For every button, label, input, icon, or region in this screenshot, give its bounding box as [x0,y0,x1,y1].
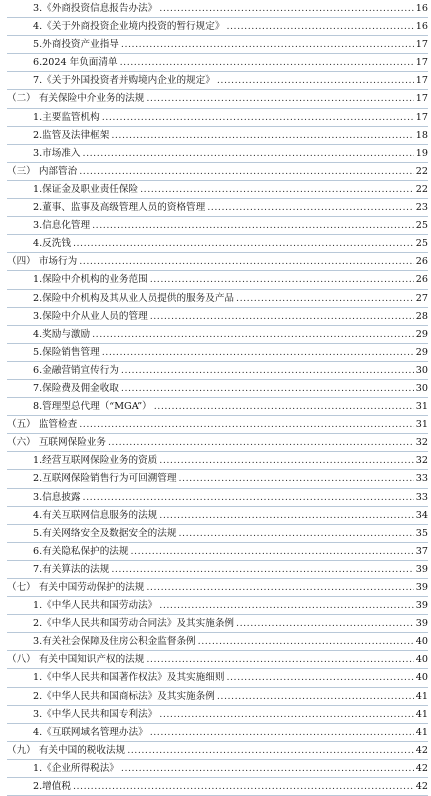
toc-entry-page-number: 41 [415,690,428,702]
toc-entry-title: 2.增值税 [33,781,71,793]
toc-subsection-entry[interactable] [7,362,428,380]
toc-entry-title: 4.《互联网域名管理办法》 [33,726,148,738]
toc-subsection-entry[interactable] [7,724,428,742]
toc-dot-leader [236,290,414,308]
toc-dot-leader [131,543,414,561]
toc-list [7,0,428,796]
toc-entry-page-number: 32 [415,437,428,449]
toc-dot-leader [236,615,414,633]
toc-entry-page-number: 37 [415,545,428,557]
toc-subsection-entry[interactable] [7,290,428,308]
toc-entry-title: 7.《关于外国投资者并购境内企业的规定》 [33,75,215,87]
toc-subsection-entry[interactable] [7,18,428,36]
toc-subsection-entry[interactable] [7,669,428,687]
toc-entry-page-number: 40 [415,672,428,684]
toc-dot-leader [226,18,413,36]
toc-entry-page-number: 32 [415,455,428,467]
toc-subsection-entry[interactable] [7,0,428,18]
toc-entry-title: 6.有关隐私保护的法规 [33,545,129,557]
toc-dot-leader [178,525,413,543]
toc-dot-leader [146,651,413,669]
toc-entry-title: 3.信息披露 [33,491,81,503]
toc-entry-page-number: 31 [415,419,428,431]
toc-subsection-entry[interactable] [7,778,428,796]
toc-subsection-entry[interactable] [7,706,428,724]
toc-entry-title: 1.《中华人民共和国劳动法》 [33,600,158,612]
toc-entry-title: 7.保险费及佣金收取 [33,382,119,394]
toc-dot-leader [127,742,414,760]
toc-dot-leader [150,724,414,742]
toc-entry-title: （四） 市场行为 [7,256,78,268]
toc-entry-page-number: 39 [415,618,428,630]
toc-entry-title: （九） 有关中国的税收法规 [7,744,126,756]
toc-dot-leader [83,489,414,507]
toc-subsection-entry[interactable] [7,145,428,163]
toc-entry-title: 3.市场准入 [33,147,81,159]
toc-subsection-entry[interactable] [7,688,428,706]
toc-entry-page-number: 39 [415,582,428,593]
toc-entry-title: 2.董事、监事及高级管理人员的资格管理 [33,202,206,214]
toc-entry-title: 1.保险中介机构的业务范围 [33,274,148,286]
toc-dot-leader [83,145,414,163]
toc-entry-page-number: 17 [415,93,428,105]
toc-entry-page-number: 30 [415,382,428,394]
toc-entry-title: 5.外商投资产业指导 [33,39,119,51]
toc-subsection-entry[interactable] [7,452,428,470]
toc-entry-page-number: 28 [415,310,428,322]
toc-subsection-entry[interactable] [7,54,428,72]
toc-entry-page-number: 29 [415,346,428,358]
toc-entry-page-number: 19 [415,147,428,159]
toc-subsection-entry[interactable] [7,615,428,633]
toc-subsection-entry[interactable] [7,308,428,326]
toc-dot-leader [73,235,414,253]
toc-entry-page-number: 41 [415,708,428,720]
toc-section-entry[interactable] [7,434,428,452]
toc-entry-title: （二） 有关保险中介业务的法规 [7,93,145,105]
toc-entry-page-number: 40 [415,636,428,648]
toc-section-entry[interactable] [7,579,428,597]
toc-entry-page-number: 34 [415,509,428,521]
toc-subsection-entry[interactable] [7,489,428,507]
toc-subsection-entry[interactable] [7,72,428,90]
toc-entry-page-number: 42 [415,762,428,774]
toc-entry-title: 3.有关社会保障及住房公积金监督条例 [33,636,196,648]
toc-entry-page-number: 42 [415,781,428,793]
toc-section-entry[interactable] [7,651,428,669]
toc-subsection-entry[interactable] [7,36,428,54]
toc-subsection-entry[interactable] [7,271,428,289]
toc-subsection-entry[interactable] [7,760,428,778]
toc-entry-page-number: 16 [415,21,428,33]
toc-entry-title: 4.《关于外商投资企业境内投资的暂行规定》 [33,21,225,33]
toc-subsection-entry[interactable] [7,543,428,561]
toc-entry-title: 3.信息化管理 [33,220,91,232]
toc-dot-leader [159,597,414,615]
toc-section-entry[interactable] [7,90,428,108]
toc-dot-leader [140,181,414,199]
toc-entry-page-number: 26 [415,274,428,286]
toc-dot-leader [120,54,414,72]
toc-entry-title: 2.监管及法律框架 [33,129,110,141]
toc-entry-title: 1.主要监管机构 [33,111,100,123]
toc-entry-page-number: 30 [415,364,428,376]
toc-dot-leader [217,688,414,706]
toc-subsection-entry[interactable] [7,326,428,344]
toc-dot-leader [79,163,414,181]
toc-entry-title: 1.《企业所得税法》 [33,762,119,774]
toc-dot-leader [111,561,413,579]
toc-entry-page-number: 22 [415,183,428,195]
toc-dot-leader [121,362,414,380]
toc-dot-leader [159,507,414,525]
toc-entry-title: 7.有关算法的法规 [33,563,110,575]
toc-subsection-entry[interactable] [7,127,428,145]
toc-entry-title: 1.保证金及职业责任保险 [33,183,139,195]
toc-entry-page-number: 39 [415,563,428,575]
toc-subsection-entry[interactable] [7,217,428,235]
toc-entry-page-number: 26 [415,256,428,268]
toc-subsection-entry[interactable] [7,398,428,416]
toc-entry-title: 4.反洗钱 [33,238,71,250]
toc-entry-title: 3.《外商投资信息报告办法》 [33,3,158,14]
toc-entry-page-number: 33 [415,491,428,503]
toc-entry-page-number: 31 [415,401,428,413]
toc-entry-page-number: 17 [415,75,428,87]
toc-section-entry[interactable] [7,163,428,181]
toc-section-entry[interactable] [7,253,428,271]
toc-dot-leader [79,253,414,271]
toc-entry-title: （五） 监管检查 [7,419,78,431]
toc-entry-title: （七） 有关中国劳动保护的法规 [7,582,145,593]
toc-dot-leader [73,778,414,796]
toc-subsection-entry[interactable] [7,525,428,543]
toc-dot-leader [108,434,414,452]
toc-subsection-entry[interactable] [7,181,428,199]
toc-entry-page-number: 39 [415,600,428,612]
toc-subsection-entry[interactable] [7,344,428,362]
toc-entry-title: 5.有关网络安全及数据安全的法规 [33,527,177,539]
toc-entry-title: （三） 内部管治 [7,165,78,177]
toc-entry-page-number: 41 [415,726,428,738]
toc-entry-page-number: 22 [415,165,428,177]
toc-entry-page-number: 17 [415,57,428,69]
toc-entry-page-number: 17 [415,111,428,123]
toc-dot-leader [159,706,414,724]
toc-entry-title: 3.《中华人民共和国专利法》 [33,708,158,720]
toc-dot-leader [111,127,413,145]
toc-subsection-entry[interactable] [7,109,428,127]
toc-entry-page-number: 25 [415,238,428,250]
toc-entry-page-number: 35 [415,527,428,539]
toc-dot-leader [178,470,413,488]
toc-subsection-entry[interactable] [7,199,428,217]
toc-dot-leader [79,416,414,434]
toc-dot-leader [198,633,414,651]
toc-entry-title: 1.经营互联网保险业务的资质 [33,455,158,467]
toc-subsection-entry[interactable] [7,633,428,651]
toc-entry-title: （六） 互联网保险业务 [7,437,106,449]
toc-entry-title: 6.2024 年负面清单 [33,57,118,69]
toc-entry-title: 6.金融营销宣传行为 [33,364,119,376]
toc-dot-leader [121,760,414,778]
toc-entry-title: 1.《中华人民共和国著作权法》及其实施细则 [33,672,225,684]
toc-entry-title: 3.保险中介从业人员的管理 [33,310,148,322]
toc-dot-leader [146,90,413,108]
toc-entry-title: 8.管理型总代理（“MGA”） [33,401,152,413]
toc-entry-page-number: 18 [415,129,428,141]
toc-subsection-entry[interactable] [7,507,428,525]
toc-subsection-entry[interactable] [7,235,428,253]
toc-dot-leader [226,669,413,687]
toc-dot-leader [102,344,414,362]
toc-entry-title: 2.《中华人民共和国商标法》及其实施条例 [33,690,215,702]
toc-dot-leader [207,199,414,217]
toc-dot-leader [150,308,414,326]
toc-section-entry[interactable] [7,416,428,434]
toc-entry-title: （八） 有关中国知识产权的法规 [7,654,145,666]
toc-dot-leader [92,326,414,344]
toc-entry-page-number: 33 [415,473,428,485]
toc-dot-leader [150,271,414,289]
toc-entry-page-number: 23 [415,202,428,214]
toc-entry-page-number: 40 [415,654,428,666]
toc-subsection-entry[interactable] [7,597,428,615]
toc-entry-title: 5.保险销售管理 [33,346,100,358]
toc-subsection-entry[interactable] [7,561,428,579]
toc-entry-title: 2.互联网保险销售行为可回溯管理 [33,473,177,485]
toc-entry-page-number: 42 [415,744,428,756]
toc-entry-title: 2.《中华人民共和国劳动合同法》及其实施条例 [33,618,235,630]
toc-entry-page-number: 17 [415,39,428,51]
toc-dot-leader [121,36,414,54]
toc-entry-title: 2.保险中介机构及其从业人员提供的服务及产品 [33,292,235,304]
toc-dot-leader [217,72,414,90]
toc-dot-leader [159,452,414,470]
toc-dot-leader [154,398,414,416]
toc-dot-leader [121,380,414,398]
toc-subsection-entry[interactable] [7,470,428,488]
toc-subsection-entry[interactable] [7,380,428,398]
toc-section-entry[interactable] [7,742,428,760]
toc-entry-page-number: 16 [415,3,428,14]
toc-entry-page-number: 27 [415,292,428,304]
toc-dot-leader [102,109,414,127]
toc-dot-leader [146,579,413,597]
toc-dot-leader [159,0,414,18]
toc-entry-page-number: 29 [415,328,428,340]
toc-entry-title: 4.奖励与激励 [33,328,91,340]
toc-entry-page-number: 25 [415,220,428,232]
toc-entry-title: 4.有关互联网信息服务的法规 [33,509,158,521]
toc-dot-leader [92,217,414,235]
